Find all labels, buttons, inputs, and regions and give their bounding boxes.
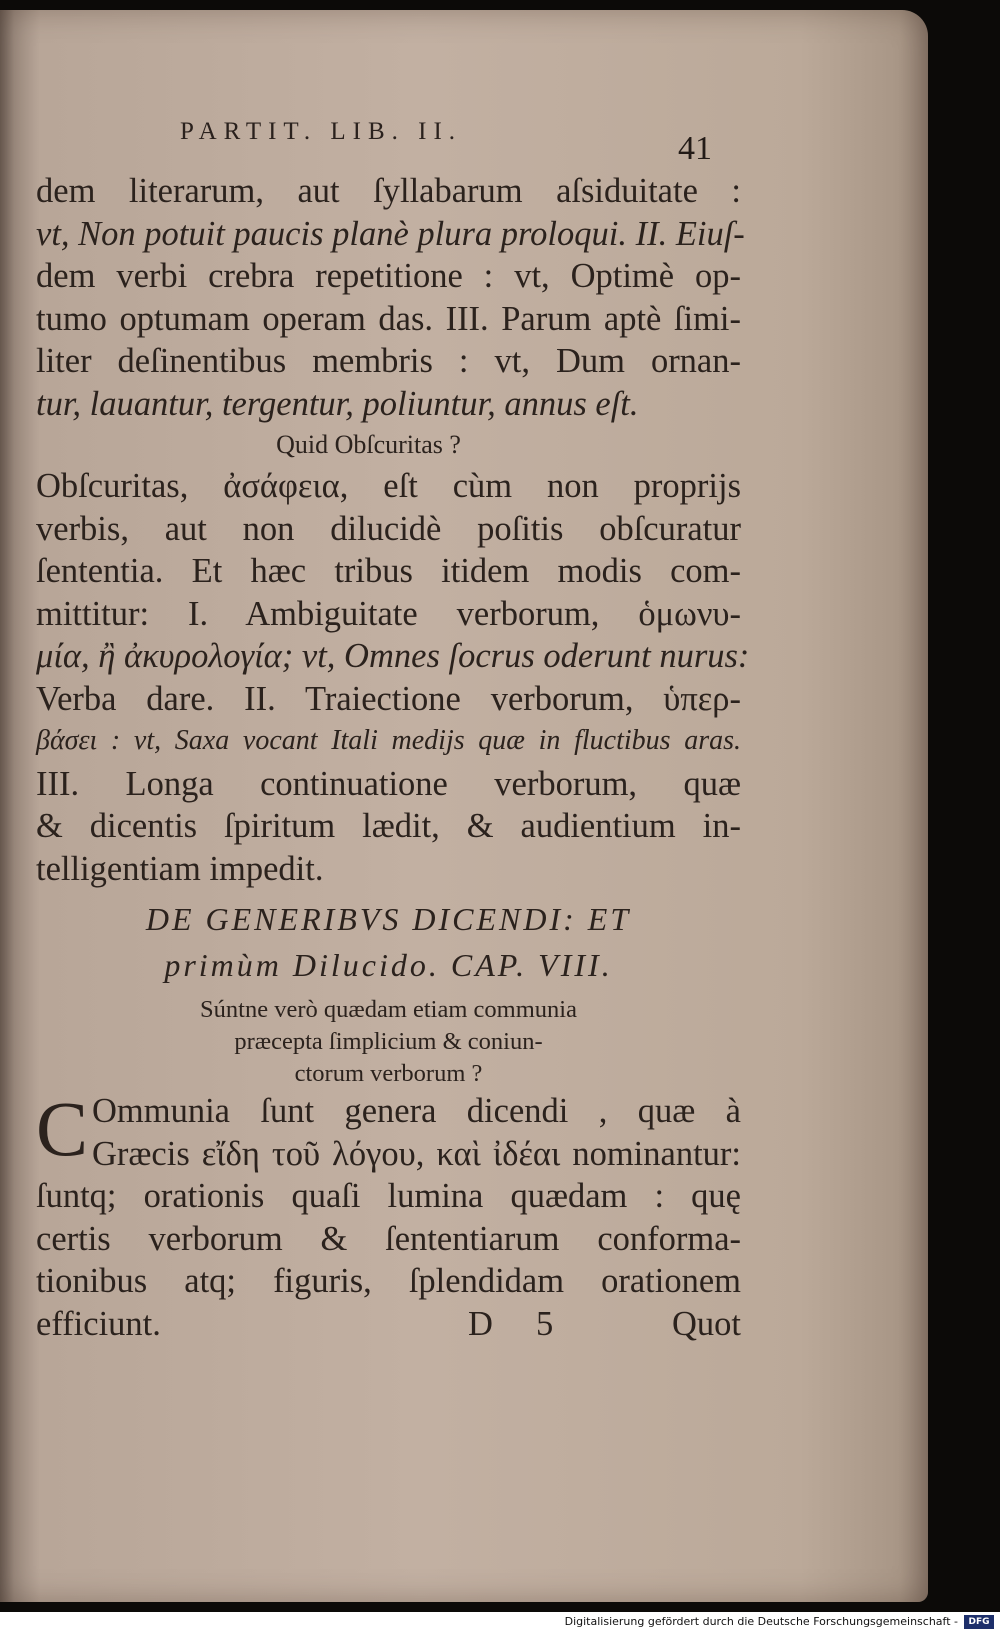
text-line: tionibus atq; figuris, ſplendidam orationem: [36, 1262, 741, 1300]
text-line: III. Longa continuatione verborum, quæ: [36, 764, 741, 803]
running-head-text: PARTIT. LIB. II.: [180, 118, 463, 145]
text-line: & dicentis ſpiritum lædit, & audientium in-: [36, 807, 741, 845]
text-line: liter deſinentibus membris : vt, Dum ornan-: [36, 342, 741, 380]
footer-bar: [0, 1612, 1000, 1635]
signature-mark: D: [468, 1304, 493, 1343]
question-heading: præcepta ſimplicium & coniun-: [234, 1028, 543, 1055]
text-line: certis verborum & ſententiarum conforma-: [36, 1219, 741, 1258]
text-line: ſententia. Et hæc tribus itidem modis com-: [36, 552, 741, 590]
text-line: Ommunia ſunt genera dicendi , quæ à: [92, 1092, 741, 1130]
footer-credit: Digitalisierung gefördert durch die Deutsche Forschungsgemeinschaft -: [564, 1615, 958, 1628]
question-heading: ctorum verborum ?: [294, 1060, 483, 1087]
running-head: [180, 118, 740, 146]
text-line: βάσει : vt, Saxa vocant Itali medijs quæ in fluctibus aras.: [36, 725, 741, 756]
text-line: dem verbi crebra repetitione : vt, Optimè op-: [36, 257, 741, 295]
paragraph-with-dropcap: [36, 1085, 741, 1345]
text-line: Græcis εἴδη τοῦ λόγου, καὶ ἰδέαι nominantur:: [92, 1134, 741, 1173]
chapter-heading: primùm Dilucido. CAP. VIII.: [164, 947, 613, 983]
last-word: efficiunt.: [36, 1304, 161, 1343]
text-line: mittitur: I. Ambiguitate verborum, ὁμωνυ-: [36, 594, 741, 633]
text-line: tumo optumam operam das. III. Parum aptè ſimi-: [36, 299, 741, 338]
text-line: dem literarum, aut ſyllabarum aſsiduitate :: [36, 172, 741, 210]
drop-capital: C: [36, 1085, 89, 1172]
catchword: Quot: [672, 1304, 741, 1343]
text-line: μία, ἢ ἀκυρολογία; vt, Omnes ſocrus oderunt nurus:: [36, 637, 750, 675]
text-line: Verba dare. II. Traiectione verborum, ὑπερ-: [36, 679, 741, 718]
page-number: 41: [678, 130, 712, 167]
text-line: Obſcuritas, ἀσάφεια, eſt cùm non proprijs: [36, 467, 741, 505]
text-line: verbis, aut non dilucidè poſitis obſcuratur: [36, 509, 741, 548]
signature-number: 5: [536, 1304, 554, 1343]
question-heading: Quid Obſcuritas ?: [276, 430, 461, 459]
question-heading: Súntne verò quædam etiam communia: [200, 996, 577, 1023]
text-line: telligentiam impedit.: [36, 849, 324, 888]
text-line: vt, Non potuit paucis planè plura proloqui. II. Eiuſ-: [36, 214, 745, 253]
text-line: ſuntq; orationis quaſi lumina quædam : quę: [36, 1177, 741, 1215]
text-line: tur, lauantur, tergentur, poliuntur, annus eſt.: [36, 384, 639, 423]
body-text: [36, 170, 750, 1345]
last-line: [36, 1303, 741, 1346]
chapter-heading: DE GENERIBVS DICENDI: ET: [145, 901, 632, 937]
dfg-logo: DFG: [964, 1615, 994, 1629]
